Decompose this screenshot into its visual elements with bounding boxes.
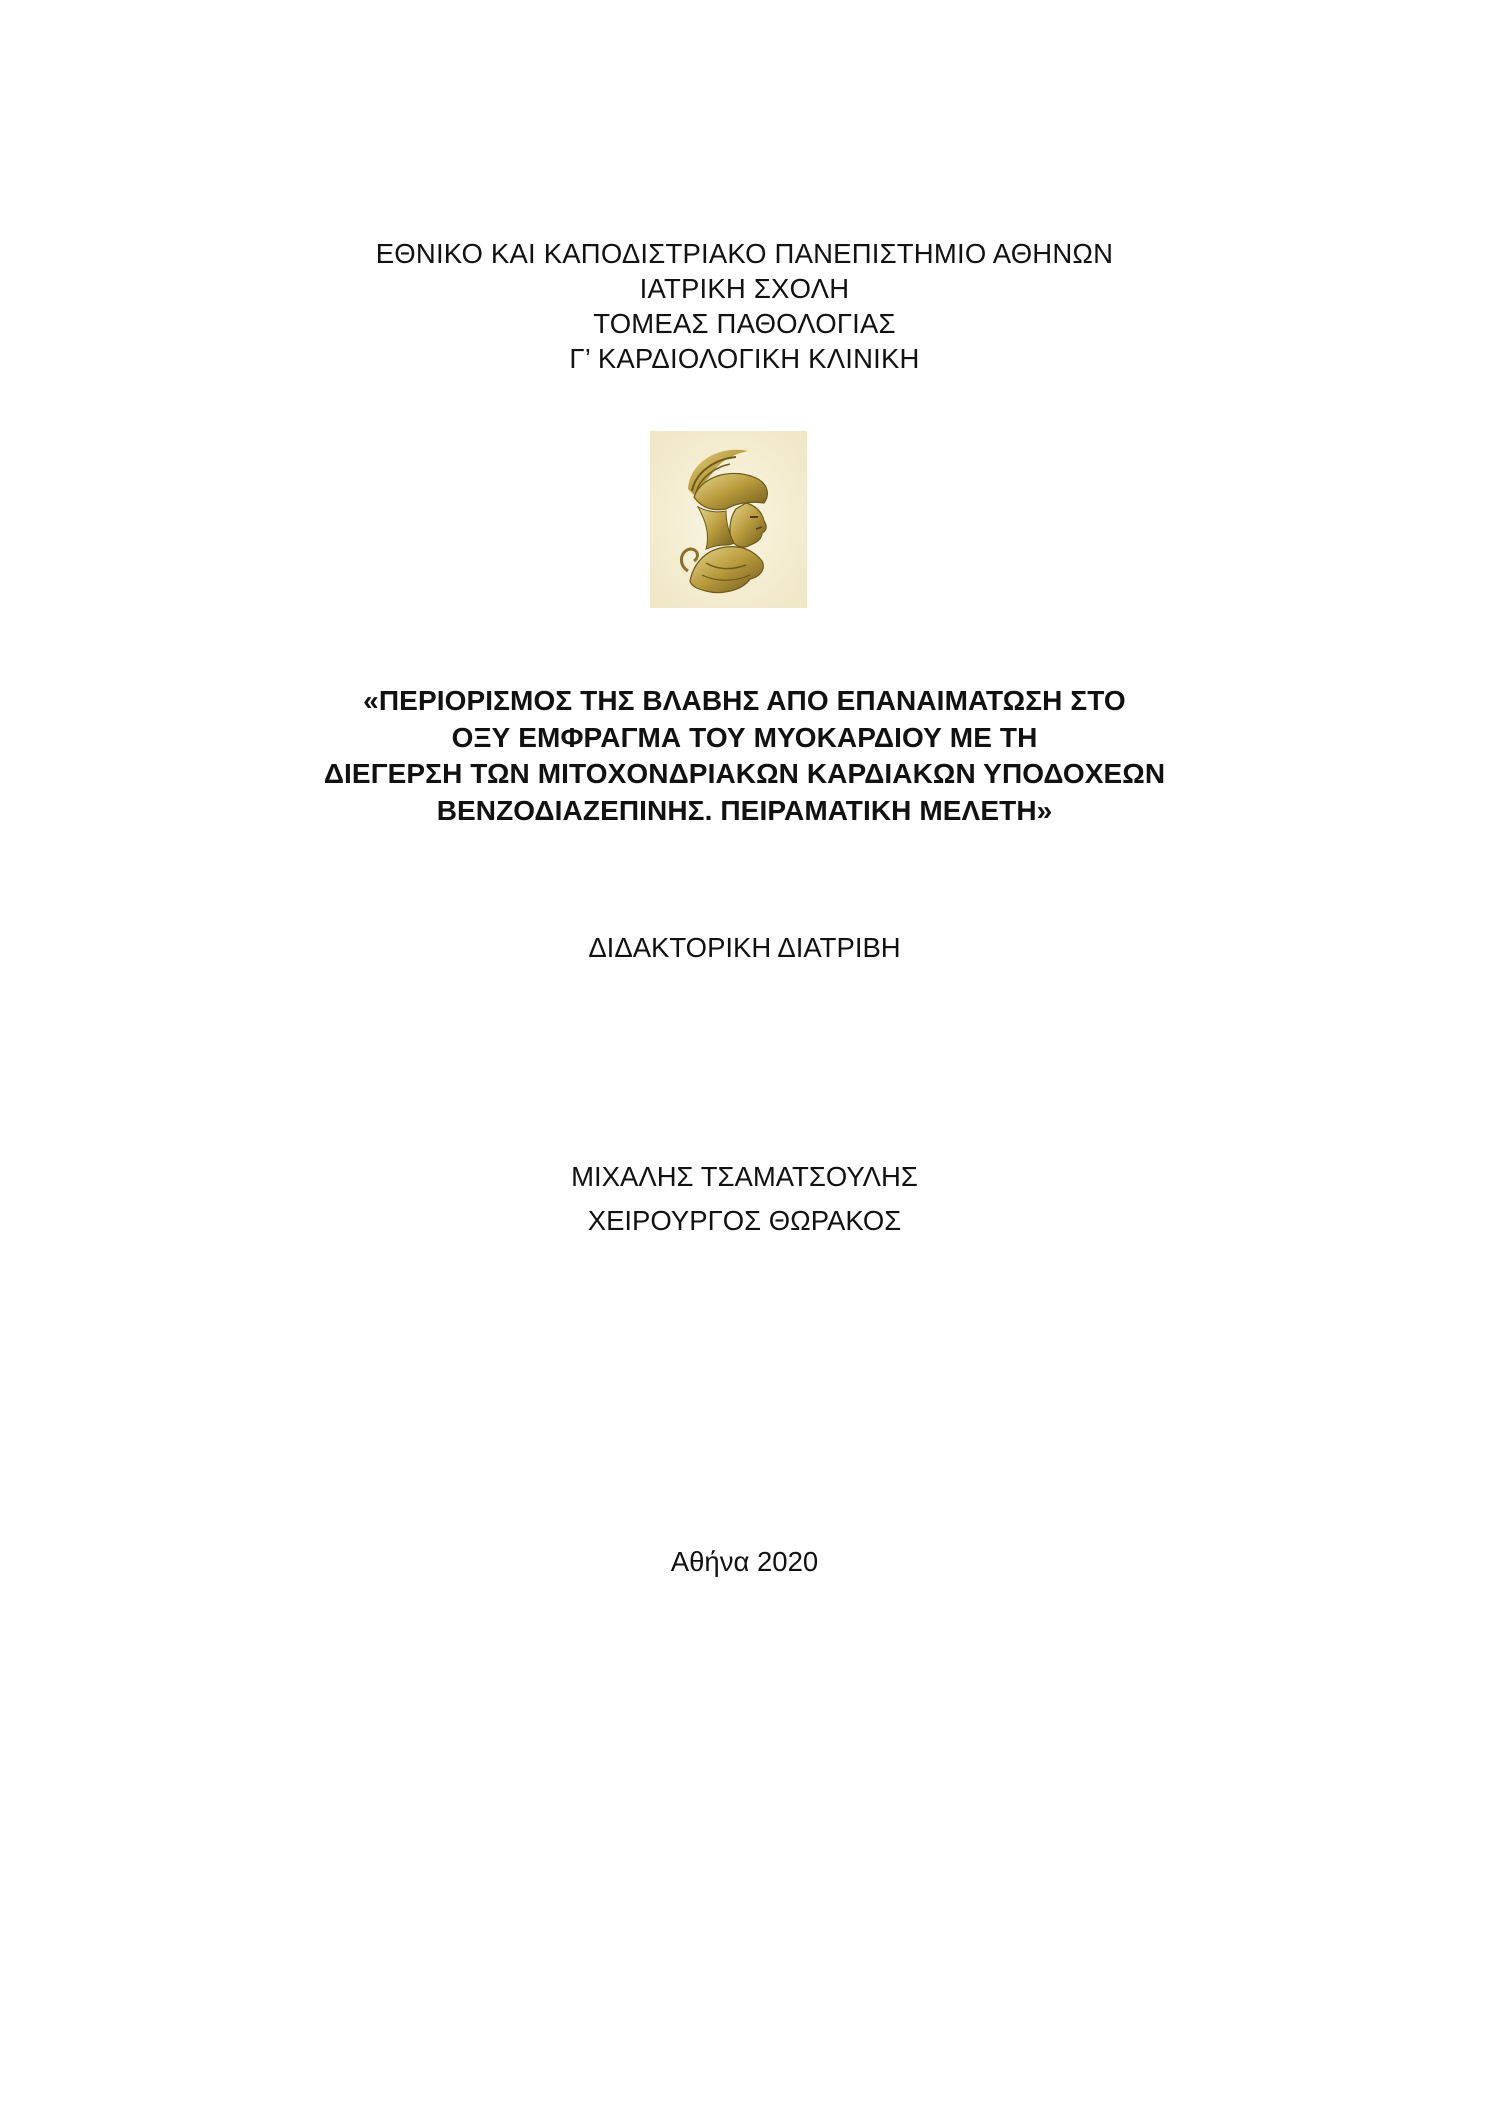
- thesis-title-line: ΒΕΝΖΟΔΙΑΖΕΠΙΝΗΣ. ΠΕΙΡΑΜΑΤΙΚΗ ΜΕΛΕΤΗ»: [436, 794, 1053, 826]
- clinic-name: Γ’ ΚΑΡΔΙΟΛΟΓΙΚΗ ΚΛΙΝΙΚΗ: [569, 343, 920, 374]
- thesis-title-line: ΟΞΥ ΕΜΦΡΑΓΜΑ ΤΟΥ ΜΥΟΚΑΡΔΙΟΥ ΜΕ ΤΗ: [451, 721, 1038, 753]
- author-profession: ΧΕΙΡΟΥΡΓΟΣ ΘΩΡΑΚΟΣ: [587, 1205, 902, 1236]
- thesis-title-line: ΔΙΕΓΕΡΣΗ ΤΩΝ ΜΙΤΟΧΟΝΔΡΙΑΚΩΝ ΚΑΡΔΙΑΚΩΝ ΥΠΟΔΟΧΕΩΝ: [323, 758, 1166, 789]
- university-name: ΕΘΝΙΚΟ ΚΑΙ ΚΑΠΟΔΙΣΤΡΙΑΚΟ ΠΑΝΕΠΙΣΤΗΜΙΟ ΑΘΗΝΩΝ: [375, 238, 1114, 269]
- place-and-year: Αθήνα 2020: [670, 1546, 819, 1577]
- author-name: ΜΙΧΑΛΗΣ ΤΣΑΜΑΤΣΟΥΛΗΣ: [571, 1161, 918, 1192]
- institution-header: [0, 236, 1489, 376]
- athena-helmet-emblem-icon: [650, 431, 807, 608]
- degree-type: ΔΙΔΑΚΤΟΡΙΚΗ ΔΙΑΤΡΙΒΗ: [588, 932, 901, 963]
- thesis-title: [0, 683, 1489, 829]
- department-name: ΤΟΜΕΑΣ ΠΑΘΟΛΟΓΙΑΣ: [593, 308, 896, 339]
- school-name: ΙΑΤΡΙΚΗ ΣΧΟΛΗ: [639, 273, 850, 304]
- thesis-title-line: «ΠΕΡΙΟΡΙΣΜΟΣ ΤΗΣ ΒΛΑΒΗΣ ΑΠΟ ΕΠΑΝΑΙΜΑΤΩΣΗ ΣΤΟ: [363, 685, 1126, 716]
- author-block: [0, 1155, 1489, 1243]
